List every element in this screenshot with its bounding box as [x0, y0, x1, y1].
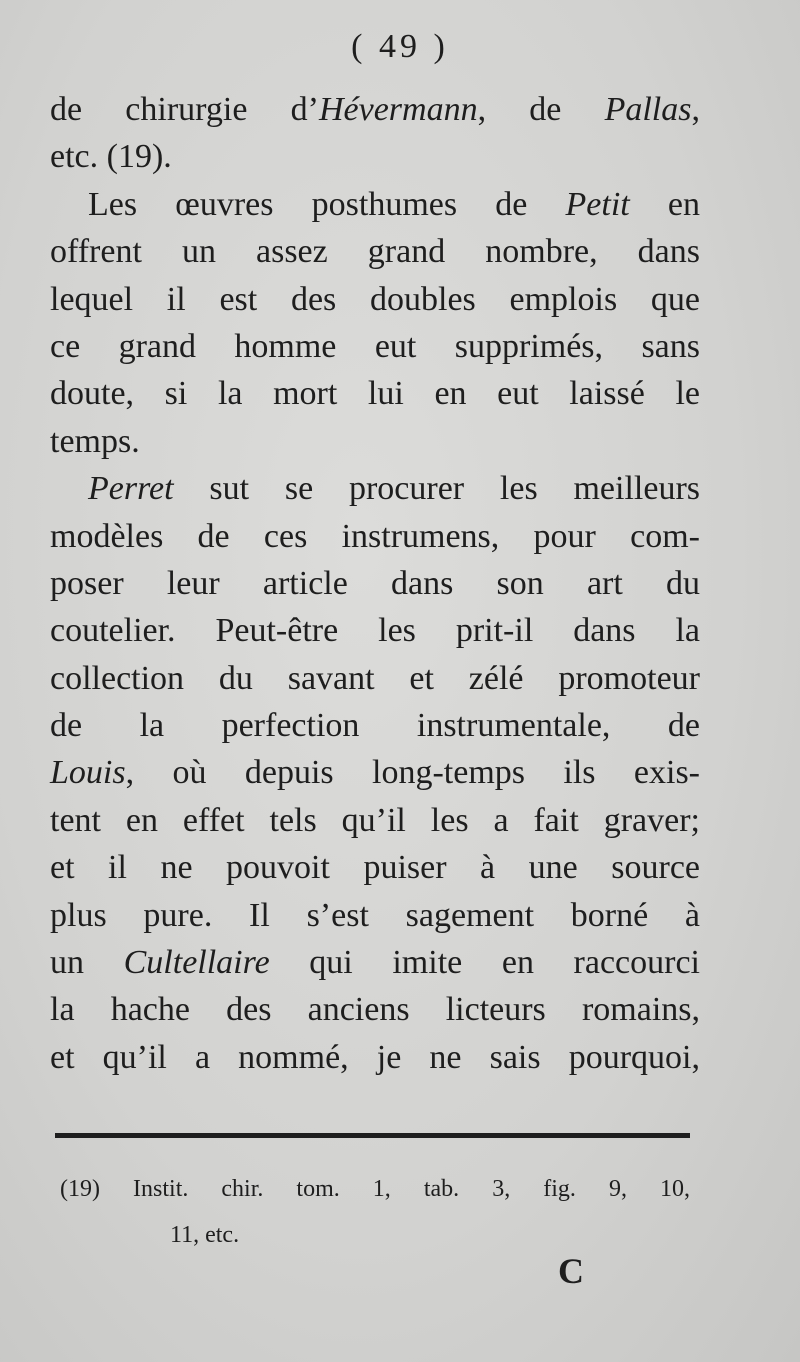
- text-segment: poser leur article dans son art du: [50, 564, 700, 602]
- text-segment: un: [50, 944, 124, 982]
- text-segment: doute, si la mort lui en eut laissé le: [50, 375, 700, 413]
- text-line: [50, 607, 700, 654]
- footnote-line-1: (19) Instit. chir. tom. 1, tab. 3, fig. 9, 10,: [60, 1176, 690, 1202]
- footnote-separator: [55, 1133, 690, 1138]
- text-line: [50, 560, 700, 607]
- text-segment: tent en effet tels qu’il les a fait graver;: [50, 801, 700, 839]
- text-segment: lequel il est des doubles emplois que: [50, 280, 700, 318]
- text-line: [50, 939, 700, 986]
- text-segment: qui imite en raccourci: [269, 944, 701, 982]
- text-segment: collection du savant et zélé promoteur: [50, 659, 700, 697]
- italic-name: Perret: [88, 470, 174, 508]
- signature-mark: C: [558, 1251, 584, 1291]
- text-line: [50, 181, 700, 228]
- text-segment: offrent un assez grand nombre, dans: [50, 233, 700, 271]
- text-segment: et qu’il a nommé, je ne sais pourquoi,: [50, 1038, 700, 1076]
- italic-name: Louis: [50, 754, 126, 792]
- text-segment: et il ne pouvoit puiser à une source: [50, 849, 700, 887]
- text-line: [50, 892, 700, 939]
- body-text: [50, 86, 700, 1081]
- text-line: [50, 370, 700, 417]
- text-line: [50, 465, 700, 512]
- text-segment: coutelier. Peut-être les prit-il dans la: [50, 612, 700, 650]
- text-segment: de chirurgie d’: [50, 91, 319, 128]
- text-segment: sut se procurer les meilleurs: [173, 470, 700, 508]
- text-line: [50, 228, 700, 275]
- text-line: [50, 323, 700, 370]
- text-segment: , où depuis long-temps ils exis-: [125, 754, 700, 792]
- text-line: [50, 702, 700, 749]
- text-line: [50, 133, 700, 180]
- text-line: [50, 86, 700, 133]
- page-number: ( 49 ): [351, 28, 449, 65]
- text-segment: ce grand homme eut supprimés, sans: [50, 327, 700, 365]
- text-line: [50, 1034, 700, 1081]
- text-line: [50, 513, 700, 560]
- text-segment: la hache des anciens licteurs romains,: [50, 991, 700, 1029]
- italic-name: Petit: [565, 185, 630, 223]
- footnote-line-2: 11, etc.: [170, 1222, 240, 1248]
- text-segment: etc. (19).: [50, 138, 172, 176]
- text-line: [50, 986, 700, 1033]
- italic-name: Hévermann: [318, 91, 478, 128]
- text-segment: Les œuvres posthumes de: [88, 185, 566, 223]
- text-line: [50, 749, 700, 796]
- text-segment: plus pure. Il s’est sagement borné à: [50, 896, 700, 934]
- text-segment: de la perfection instrumentale, de: [50, 707, 700, 745]
- text-line: [50, 655, 700, 702]
- italic-name: Cultellaire: [123, 944, 270, 982]
- text-segment: , de: [477, 91, 605, 128]
- text-line: [50, 276, 700, 323]
- text-line: [50, 797, 700, 844]
- text-segment: temps.: [50, 422, 140, 460]
- text-segment: ,: [691, 91, 700, 128]
- text-segment: modèles de ces instrumens, pour com-: [50, 517, 700, 555]
- text-line: [50, 844, 700, 891]
- text-line: [50, 418, 700, 465]
- text-segment: en: [629, 185, 701, 223]
- italic-name: Pallas: [604, 91, 692, 128]
